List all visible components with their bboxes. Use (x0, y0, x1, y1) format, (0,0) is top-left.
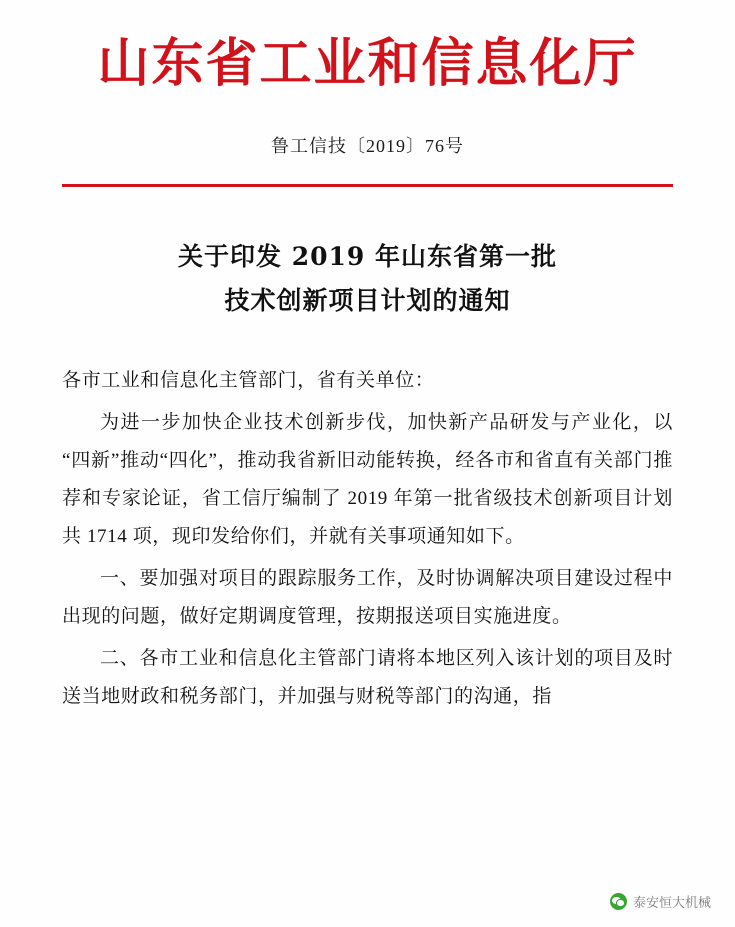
body-paragraph-1: 为进一步加快企业技术创新步伐，加快新产品研发与产业化，以“四新”推动“四化”，推动我省新旧动能转换，经各市和省直有关部门推荐和专家论证，省工信厅编制了 2019 年第一批省级技术创新项目计划共 1714 项，现印发给你们，并就有关事项通知如下。 (62, 412, 673, 548)
wechat-logo-icon (610, 893, 627, 910)
wechat-account-badge[interactable] (610, 892, 711, 911)
red-divider-rule (62, 184, 673, 187)
salutation: 各市工业和信息化主管部门，省有关单位： (62, 370, 435, 392)
masthead (62, 0, 673, 94)
body-paragraph-2: 一、要加强对项目的跟踪服务工作，及时协调解决项目建设过程中出现的问题，做好定期调度管理，按期报送项目实施进度。 (62, 568, 673, 628)
issuing-authority-title: 山东省工业和信息化厅 (97, 33, 638, 94)
document-title-line-2: 技术创新项目计划的通知 (224, 285, 511, 315)
document-title (62, 235, 673, 323)
body-paragraph-3: 二、各市工业和信息化主管部门请将本地区列入该计划的项目及时送当地财政和税务部门，并加强与财税等部门的沟通，指 (62, 648, 673, 708)
document-number: 鲁工信技〔2019〕76号 (271, 135, 464, 156)
document-title-line-1: 关于印发 2019 年山东省第一批 (178, 241, 557, 271)
document-body (62, 362, 673, 716)
wechat-account-name: 泰安恒大机械 (632, 895, 711, 910)
